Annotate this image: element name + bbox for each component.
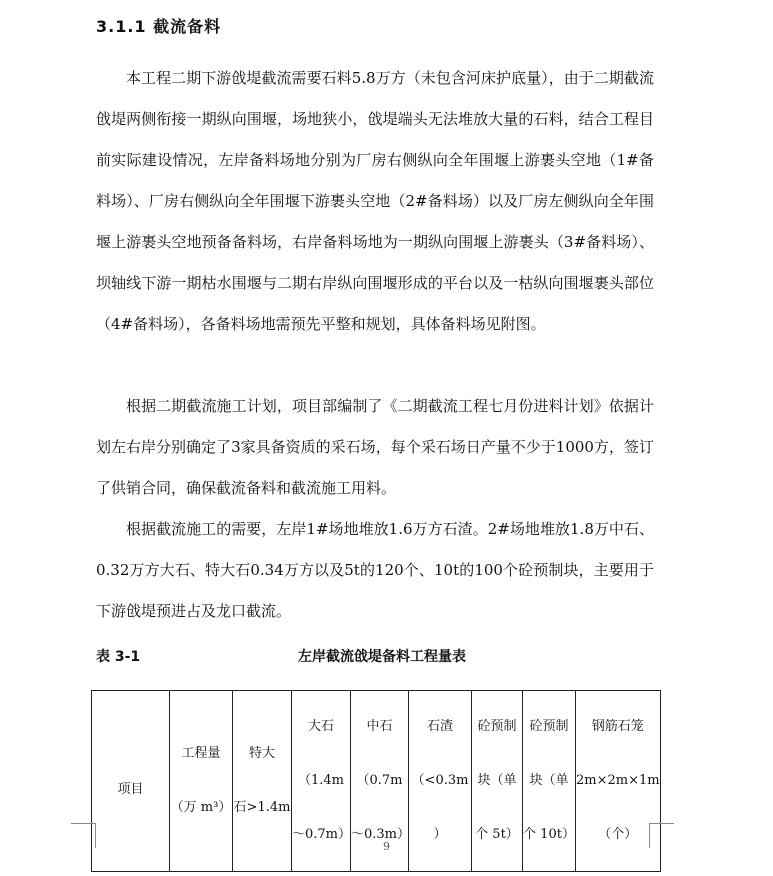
paragraph-supply-plan: 根据二期截流施工计划，项目部编制了《二期截流工程七月份进料计划》依据计划左右岸分别确定了3家具备资质的采石场，每个采石场日产量不少于1000方，签订了供销合同，确保截流备料和截流施工用料。	[96, 397, 654, 497]
header-line: 石渣	[426, 719, 453, 734]
header-line: （0.7m	[356, 773, 403, 788]
header-line: 个 10t）	[523, 827, 575, 842]
header-line: 个 5t）	[475, 827, 519, 842]
header-line: 块（单	[477, 773, 517, 788]
table-number: 表 3-1	[96, 649, 141, 665]
header-line: 砼预制	[529, 719, 569, 734]
header-line: ～0.7m）	[292, 827, 352, 842]
table-title: 左岸截流戗堤备料工程量表	[298, 649, 466, 665]
header-line: 块（单	[529, 773, 569, 788]
header-line: （个）	[598, 827, 638, 842]
paragraph-stockpile-quantities: 根据截流施工的需要，左岸1#场地堆放1.6万方石渣。2#场地堆放1.8万中石、0.32万方大石、特大石0.34万方以及5t的120个、10t的100个砼预制块，主要用于下游戗堤预进占及龙口截流。	[96, 520, 654, 620]
header-line: 工程量	[181, 746, 221, 761]
header-line: （1.4m	[297, 773, 344, 788]
page-number: 9	[383, 840, 390, 853]
header-line: 中石	[366, 719, 393, 734]
header-line: 特大	[248, 746, 275, 761]
header-line: 2m×2m×1m	[576, 773, 660, 788]
header-line: 砼预制	[477, 719, 517, 734]
header-line: （<0.3m	[411, 773, 469, 788]
header-line: ～0.3m）	[351, 827, 411, 842]
header-line: 大石	[307, 719, 334, 734]
header-line: 石>1.4m	[233, 800, 291, 815]
header-line: （万 m³）	[170, 800, 232, 815]
header-line: ）	[433, 827, 447, 842]
header-line: 项目	[117, 782, 144, 797]
paragraph-stockpile-sites: 本工程二期下游戗堤截流需要石料5.8万方（未包含河床护底量），由于二期截流戗堤两侧衔接一期纵向围堰，场地狭小，戗堤端头无法堆放大量的石料，结合工程目前实际建设情况，左岸备料场地分别为厂房右侧纵向全年围堰上游裹头空地（1#备料场）、厂房右侧纵向全年围堰下游裹头空地（2#备料场）以及厂房左侧纵向全年围堰上游裹头空地预备备料场，右岸备料场地为一期纵向围堰上游裹头（3#备料场）、坝轴线下游一期枯水围堰与二期右岸纵向围堰形成的平台以及一枯纵向围堰裹头部位（4#备料场），各备料场地需预先平整和规划，具体备料场见附图。	[96, 69, 654, 333]
header-line: 钢筋石笼	[591, 719, 644, 734]
section-heading: 3.1.1 截流备料	[96, 17, 222, 36]
